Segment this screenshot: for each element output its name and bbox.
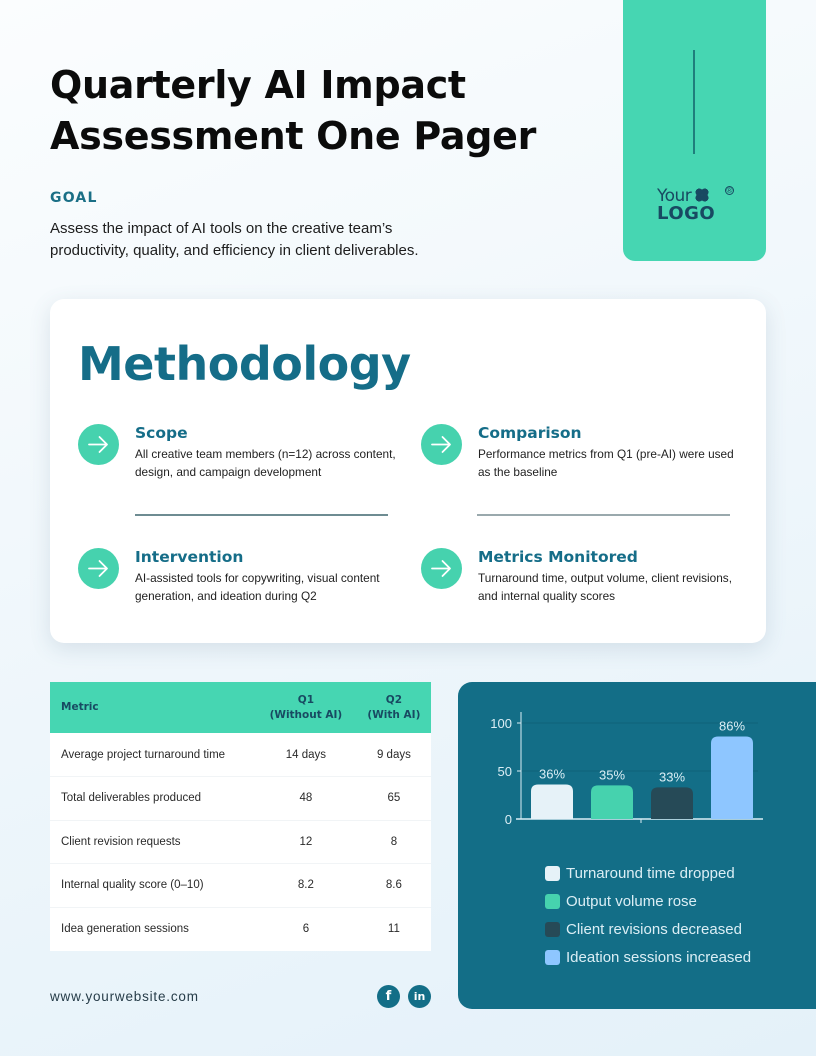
cell-q2: 65: [357, 777, 431, 821]
cell-q1: 6: [302, 923, 310, 935]
chart-bar: [711, 736, 753, 819]
header-q1-label: Q1: [297, 693, 315, 706]
arrow-right-icon: [78, 548, 119, 589]
cell-metric: Client revision requests: [50, 820, 255, 864]
decorative-divider: [693, 50, 695, 154]
legend-item: [545, 887, 751, 915]
y-tick-label: 50: [497, 764, 512, 779]
website-link[interactable]: www.yourwebsite.com: [50, 989, 199, 1004]
divider: [477, 514, 730, 516]
table-row: [50, 777, 431, 821]
legend-swatch-icon: [545, 950, 560, 965]
legend-item: [545, 859, 751, 887]
legend-label: Ideation sessions increased: [566, 948, 752, 966]
legend-label: Client revisions decreased: [566, 920, 742, 938]
legend-item: [545, 943, 751, 971]
cell-q2: 9 days: [357, 733, 431, 777]
methodology-card: [50, 299, 766, 643]
item-heading: Scope: [135, 424, 188, 442]
cell-q2: 8: [357, 820, 431, 864]
metrics-table: [50, 682, 431, 951]
legend-label: Turnaround time dropped: [566, 864, 735, 882]
cell-metric: Internal quality score (0–10): [50, 864, 255, 908]
cell-q1: 8.2: [255, 864, 357, 908]
divider: [135, 514, 388, 516]
table-row: [50, 820, 431, 864]
y-tick-label: 0: [504, 812, 512, 827]
bar-value-label: 35%: [598, 767, 626, 783]
header-q1-sub: (Without AI): [269, 708, 343, 721]
goal-text: Assess the impact of AI tools on the creative team’s productivity, quality, and efficiency in client deliverables.: [50, 220, 419, 259]
cell-metric: Average project turnaround time: [50, 733, 255, 777]
arrow-right-icon: [421, 424, 462, 465]
impact-chart-panel: [458, 682, 816, 1009]
item-heading: Comparison: [478, 424, 582, 442]
item-description: AI-assisted tools for copywriting, visual content generation, and ideation during Q2: [135, 571, 380, 603]
goal-label: GOAL: [50, 190, 98, 206]
logo-text-your: Your: [657, 186, 692, 206]
cell-q1: 14 days: [255, 733, 357, 777]
facebook-icon[interactable]: f: [377, 985, 400, 1008]
y-tick-label: 100: [490, 716, 512, 731]
legend-label: Output volume rose: [566, 892, 697, 910]
header-q2-label: Q2: [385, 693, 403, 706]
bar-chart: [458, 682, 816, 852]
bar-value-label: 33%: [658, 769, 686, 785]
legend-swatch-icon: [545, 866, 560, 881]
bar-value-label: 86%: [718, 718, 746, 734]
cell-q2: 11: [387, 923, 400, 935]
company-logo: [657, 186, 733, 224]
item-heading: Metrics Monitored: [478, 548, 638, 566]
arrow-right-icon: [421, 548, 462, 589]
table-row: [50, 864, 431, 908]
logo-panel: [623, 0, 766, 261]
cell-q1: 12: [255, 820, 357, 864]
item-description: Performance metrics from Q1 (pre-AI) were used as the baseline: [478, 447, 734, 479]
item-description: Turnaround time, output volume, client revisions, and internal quality scores: [478, 571, 732, 603]
chart-bar: [651, 787, 693, 819]
logo-mark-icon: [695, 188, 709, 202]
legend-item: [545, 915, 751, 943]
table-header-row: [50, 682, 431, 733]
item-description: All creative team members (n=12) across content, design, and campaign development: [135, 447, 396, 479]
page-title: Quarterly AI Impact Assessment One Pager: [50, 63, 537, 158]
logo-text-logo: LOGO: [657, 203, 716, 224]
column-header-q1: [255, 682, 357, 733]
cell-metric: Total deliverables produced: [50, 777, 255, 821]
column-header-metric: Metric: [61, 701, 99, 713]
chart-bar: [531, 784, 573, 819]
table-row: [50, 733, 431, 777]
table-row: [50, 907, 431, 951]
linkedin-icon[interactable]: in: [408, 985, 431, 1008]
cell-metric: Idea generation sessions: [61, 923, 189, 935]
column-header-q2: [357, 682, 431, 733]
chart-bar: [591, 785, 633, 819]
registered-icon: ®: [726, 186, 733, 195]
methodology-title: Methodology: [78, 337, 411, 391]
legend-swatch-icon: [545, 894, 560, 909]
legend-swatch-icon: [545, 922, 560, 937]
cell-q1: 48: [255, 777, 357, 821]
cell-q2: 8.6: [357, 864, 431, 908]
header-q2-sub: (With AI): [367, 708, 421, 721]
arrow-right-icon: [78, 424, 119, 465]
chart-legend: [545, 859, 751, 971]
item-heading: Intervention: [135, 548, 244, 566]
bar-value-label: 36%: [538, 766, 566, 782]
